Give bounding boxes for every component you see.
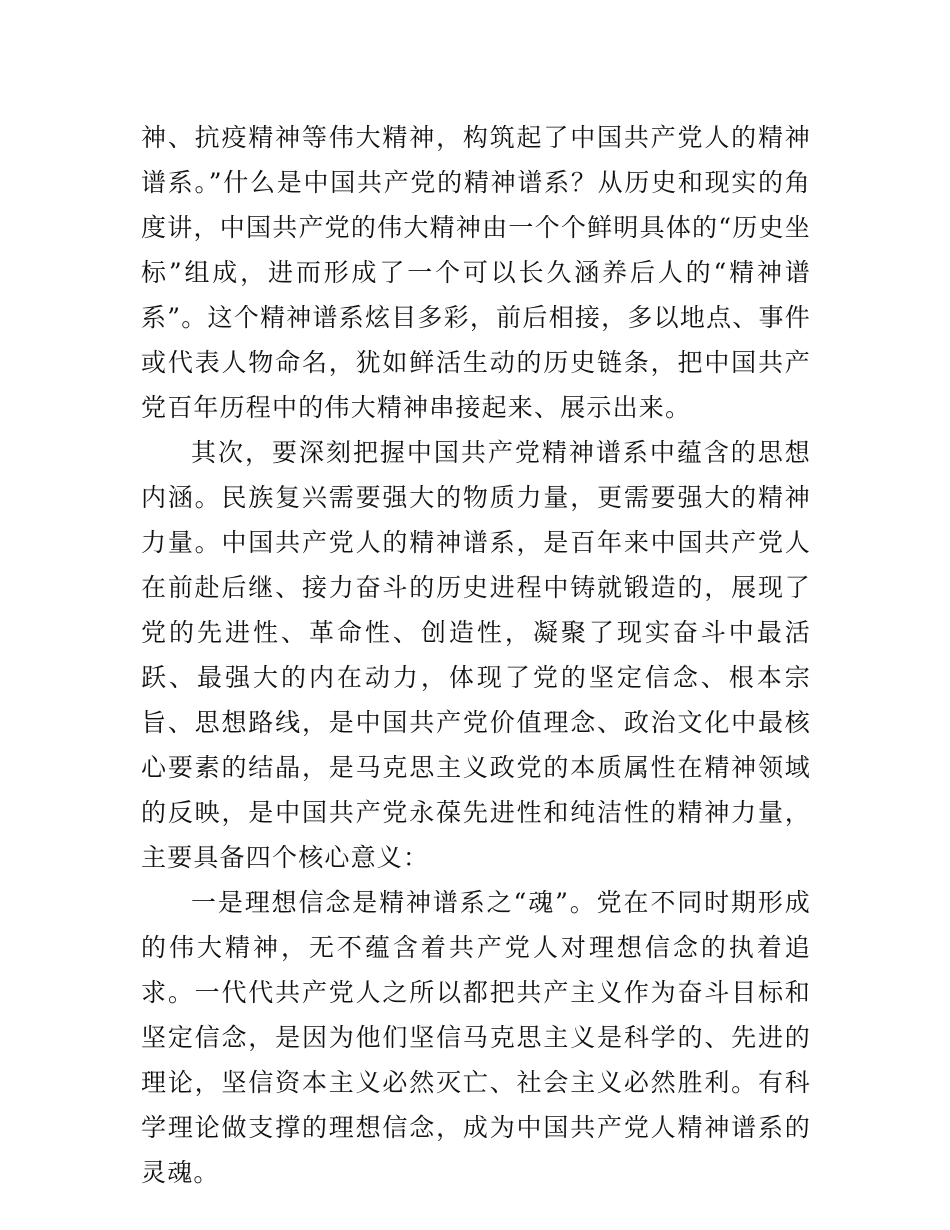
- paragraph-ideological-connotation: 其次，要深刻把握中国共产党精神谱系中蕴含的思想内涵。民族复兴需要强大的物质力量，更需要强大的精神力量。中国共产党人的精神谱系，是百年来中国共产党人在前赴后继、接力奋斗的历史进程中铸就锻造的，展现了党的先进性、革命性、创造性，凝聚了现实奋斗中最活跃、最强大的内在动力，体现了党的坚定信念、根本宗旨、思想路线，是中国共产党价值理念、政治文化中最核心要素的结晶，是马克思主义政党的本质属性在精神领域的反映，是中国共产党永葆先进性和纯洁性的精神力量，主要具备四个核心意义：: [141, 438, 811, 872]
- paragraph-spiritual-lineage-definition: 神、抗疫精神等伟大精神，构筑起了中国共产党人的精神谱系。”什么是中国共产党的精神谱系？从历史和现实的角度讲，中国共产党的伟大精神由一个个鲜明具体的“历史坐标”组成，进而形成了一个可以长久涵养后人的“精神谱系”。这个精神谱系炫目多彩，前后相接，多以地点、事件或代表人物命名，犹如鲜活生动的历史链条，把中国共产党百年历程中的伟大精神串接起来、展示出来。: [141, 123, 811, 422]
- paragraph-ideals-and-beliefs: 一是理想信念是精神谱系之“魂”。党在不同时期形成的伟大精神，无不蕴含着共产党人对理想信念的执着追求。一代代共产党人之所以都把共产主义作为奋斗目标和坚定信念，是因为他们坚信马克思主义是科学的、先进的理论，坚信资本主义必然灭亡、社会主义必然胜利。有科学理论做支撑的理想信念，成为中国共产党人精神谱系的灵魂。: [141, 888, 811, 1187]
- body-text: [141, 115, 811, 1195]
